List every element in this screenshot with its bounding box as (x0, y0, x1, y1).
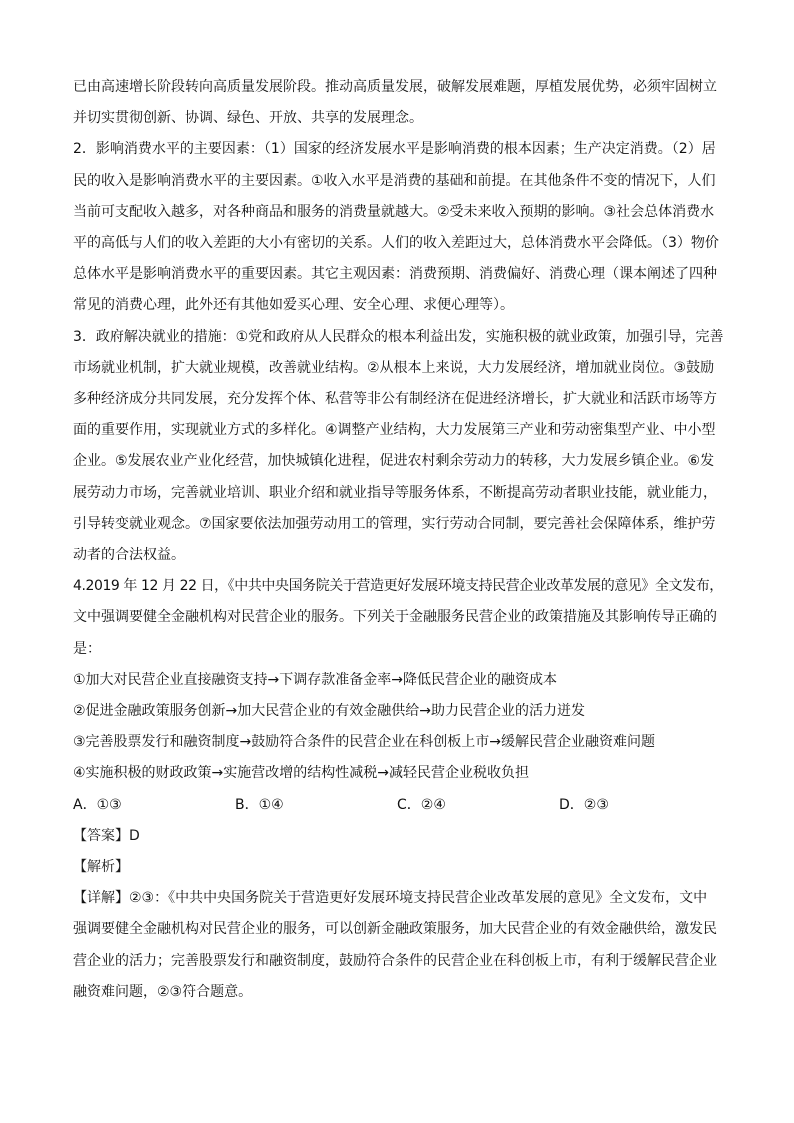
option-c: C．②④ (397, 796, 446, 813)
text-line: 3．政府解决就业的措施：①党和政府从人民群众的根本利益出发，实施积极的就业政策，加强引导，完善 (73, 328, 724, 345)
statement-1 (73, 665, 723, 696)
option-a: A．①③ (73, 796, 122, 813)
document-page (73, 72, 723, 1008)
point-3-employment-measures (73, 322, 723, 572)
point-2-consumption-factors (73, 134, 723, 321)
text-line: 多种经济成分共同发展，充分发挥个体、私营等非公有制经济在促进经济增长，扩大就业和活跃市场等方 (73, 391, 717, 408)
text-line: 4.2019 年 12 月 22 日，《中共中央国务院关于营造更好发展环境支持民营企业改革发展的意见》全文发布， (73, 578, 723, 595)
text-line: 已由高速增长阶段转向高质量发展阶段。推动高质量发展，破解发展难题，厚植发展优势，必须牢固树立 (73, 79, 717, 95)
document-body (73, 72, 723, 790)
text-line: 企业。⑤发展农业产业化经营，加快城镇化进程，促进农村剩余劳动力的转移，大力发展乡镇企业。⑥发 (73, 453, 715, 470)
text-line: 2．影响消费水平的主要因素：（1）国家的经济发展水平是影响消费的根本因素；生产决定消费。（2）居 (73, 141, 716, 158)
option-b: B．①④ (235, 796, 284, 813)
text-line: ④实施积极的财政政策→实施营改增的结构性减税→减轻民营企业税收负担 (73, 765, 530, 782)
text-line: 是： (73, 640, 101, 657)
text-line: 民的收入是影响消费水平的主要因素。①收入水平是消费的基础和前提。在其他条件不变的情况下，人们 (73, 172, 716, 189)
text-line: ①加大对民营企业直接融资支持→下调存款准备金率→降低民营企业的融资成本 (73, 671, 558, 688)
answer-options (73, 790, 723, 821)
detail-line: 【详解】②③：《中共中央国务院关于营造更好发展环境支持民营企业改革发展的意见》全文发布，文中 (73, 890, 708, 907)
text-line: 文中强调要健全金融机构对民营企业的服务。下列关于金融服务民营企业的政策措施及其影响传导正确的 (73, 609, 717, 626)
text-line: 市场就业机制，扩大就业规模，改善就业结构。②从根本上来说，大力发展经济，增加就业岗位。③鼓励 (73, 359, 715, 376)
detail-line: 营企业的活力；完善股票发行和融资制度，鼓励符合条件的民营企业在科创板上市，有利于缓解民营企业 (73, 952, 717, 969)
question-4-stem (73, 571, 723, 665)
text-line: 面的重要作用，实现就业方式的多样化。④调整产业结构，大力发展第三产业和劳动密集型产业、中小型 (73, 422, 716, 439)
statement-3 (73, 727, 723, 758)
text-line: 引导转变就业观念。⑦国家要依法加强劳动用工的管理，实行劳动合同制，要完善社会保障体系，维护劳 (73, 515, 716, 532)
text-line: 展劳动力市场，完善就业培训、职业介绍和就业指导等服务体系，不断提高劳动者职业技能，就业能力， (73, 484, 717, 501)
analysis-heading: 【解析】 (73, 859, 129, 876)
detail-line: 强调要健全金融机构对民营企业的服务，可以创新金融政策服务，加大民营企业的有效金融供给，激发民 (73, 921, 717, 938)
text-line: 并切实贯彻创新、协调、绿色、开放、共享的发展理念。 (73, 110, 423, 127)
text-line: 当前可支配收入越多，对各种商品和服务的消费量就越大。②受未来收入预期的影响。③社会总体消费水 (73, 203, 715, 220)
text-line: 动者的合法权益。 (73, 547, 185, 564)
option-d: D．②③ (559, 796, 609, 813)
text-line: 常见的消费心理，此外还有其他如爱买心理、安全心理、求便心理等）。 (73, 297, 514, 314)
text-line: ③完善股票发行和融资制度→鼓励符合条件的民营企业在科创板上市→缓解民营企业融资难问题 (73, 734, 656, 751)
detail-explanation (73, 883, 723, 1008)
text-line: 平的高低与人们的收入差距的大小有密切的关系。人们的收入差距过大，总体消费水平会降低。（3）物价 (73, 235, 719, 252)
detail-line: 融资难问题，②③符合题意。 (73, 983, 253, 1000)
intro-continuation (73, 72, 723, 134)
statement-4 (73, 758, 723, 789)
text-line: 总体水平是影响消费水平的重要因素。其它主观因素：消费预期、消费偏好、消费心理（课本阐述了四种 (73, 266, 717, 283)
text-line: ②促进金融政策服务创新→加大民营企业的有效金融供给→助力民营企业的活力迸发 (73, 703, 586, 720)
statement-2 (73, 696, 723, 727)
answer-line: 【答案】D (73, 827, 140, 844)
